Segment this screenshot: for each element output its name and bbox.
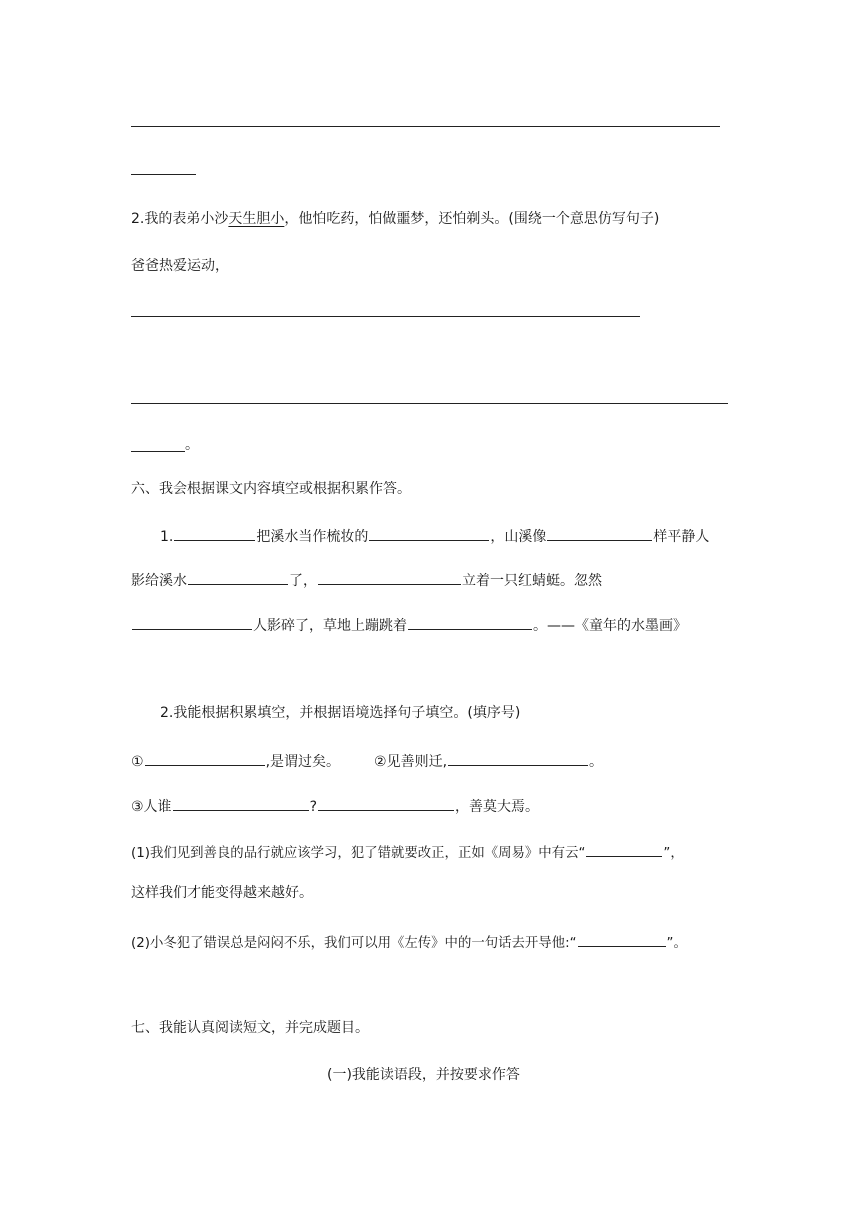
q6-item2-p2b: ”。 [666, 936, 687, 951]
blank-field[interactable] [578, 932, 666, 947]
q6-item1-t1: 把溪水当作梳妆的 [256, 529, 369, 545]
blank-field[interactable] [173, 796, 309, 811]
answer-line[interactable] [131, 451, 185, 452]
blank-field[interactable] [145, 751, 265, 766]
q6-item2-para1 [131, 842, 684, 860]
q6-item2-line2 [131, 796, 539, 814]
q6-item1-t5: 了， [289, 573, 317, 589]
q6-item1-t4: 影给溪水 [131, 573, 187, 589]
q5-item2-prompt [131, 212, 659, 226]
q6-item2-para1-cont: 这样我们才能变得越来越好。 [131, 885, 313, 901]
answer-line[interactable] [131, 174, 196, 175]
q6-item1-t3: 样平静人 [653, 529, 710, 545]
blank-field[interactable] [188, 570, 288, 585]
q6-item2-s3-end: ，善莫大焉。 [455, 799, 539, 815]
blank-field[interactable] [448, 751, 588, 766]
q6-item1-number: 1. [160, 529, 174, 545]
blank-field[interactable] [547, 526, 652, 541]
q7-subheading: (一)我能读语段，并按要求作答 [327, 1067, 520, 1083]
q6-item1-t8: 。——《童年的水墨画》 [533, 618, 687, 634]
q5-item2-pre: 我的表弟小沙 [144, 211, 229, 227]
q6-item2-p1a: (1)我们见到善良的品行就应该学习，犯了错就要改正，正如《周易》中有云“ [131, 846, 586, 861]
q6-item2-line1 [131, 751, 603, 769]
q6-item1-line1 [160, 526, 709, 544]
blank-field[interactable] [318, 570, 461, 585]
q6-item1-t7: 人影碎了，草地上蹦跳着 [253, 618, 407, 634]
q6-item2-para2 [131, 932, 687, 950]
q6-item2-s2-end: 。 [589, 754, 604, 770]
blank-field[interactable] [132, 615, 252, 630]
q6-heading: 六、我会根据课文内容填空或根据积累作答。 [131, 481, 411, 497]
q6-item2-s3-start: ③人谁 [131, 799, 172, 815]
q5-item2-underlined: 天生胆小 [228, 211, 285, 227]
blank-field[interactable] [408, 615, 532, 630]
q6-item2-p1b: ”， [663, 846, 684, 861]
q5-item2-number: 2. [131, 211, 145, 227]
q6-item2-s1-end: ,是谓过矣。 [265, 754, 341, 770]
q6-item1-t6: 立着一只红蜻蜓。忽然 [462, 573, 602, 589]
q6-item2-p2a: (2)小冬犯了错误总是闷闷不乐，我们可以用《左传》中的一句话去开导他:“ [131, 936, 577, 951]
blank-field[interactable] [586, 842, 662, 857]
q5-item2-end-mark: 。 [185, 437, 199, 453]
q6-item1-t2: ，山溪像 [490, 529, 547, 545]
q6-item1-line3 [131, 615, 687, 633]
q5-item2-post: ，他怕吃药，怕做噩梦，还怕剃头。(围绕一个意思仿写句子) [284, 211, 660, 227]
q6-item2-s3-mid: ? [309, 799, 317, 815]
answer-line[interactable] [131, 126, 720, 127]
answer-line[interactable] [131, 316, 640, 317]
blank-field[interactable] [369, 526, 489, 541]
q6-item2-intro: 2.我能根据积累填空，并根据语境选择句子填空。(填序号) [160, 705, 521, 721]
q6-item2-s2-start: ②见善则迁, [374, 754, 448, 770]
answer-line[interactable] [131, 403, 728, 404]
blank-field[interactable] [318, 796, 454, 811]
q5-item2-start: 爸爸热爱运动， [131, 258, 229, 274]
q6-item1-line2 [131, 570, 602, 588]
blank-field[interactable] [174, 526, 255, 541]
q6-item2-s1-mark: ① [131, 754, 144, 770]
q7-heading: 七、我能认真阅读短文，并完成题目。 [131, 1020, 369, 1036]
